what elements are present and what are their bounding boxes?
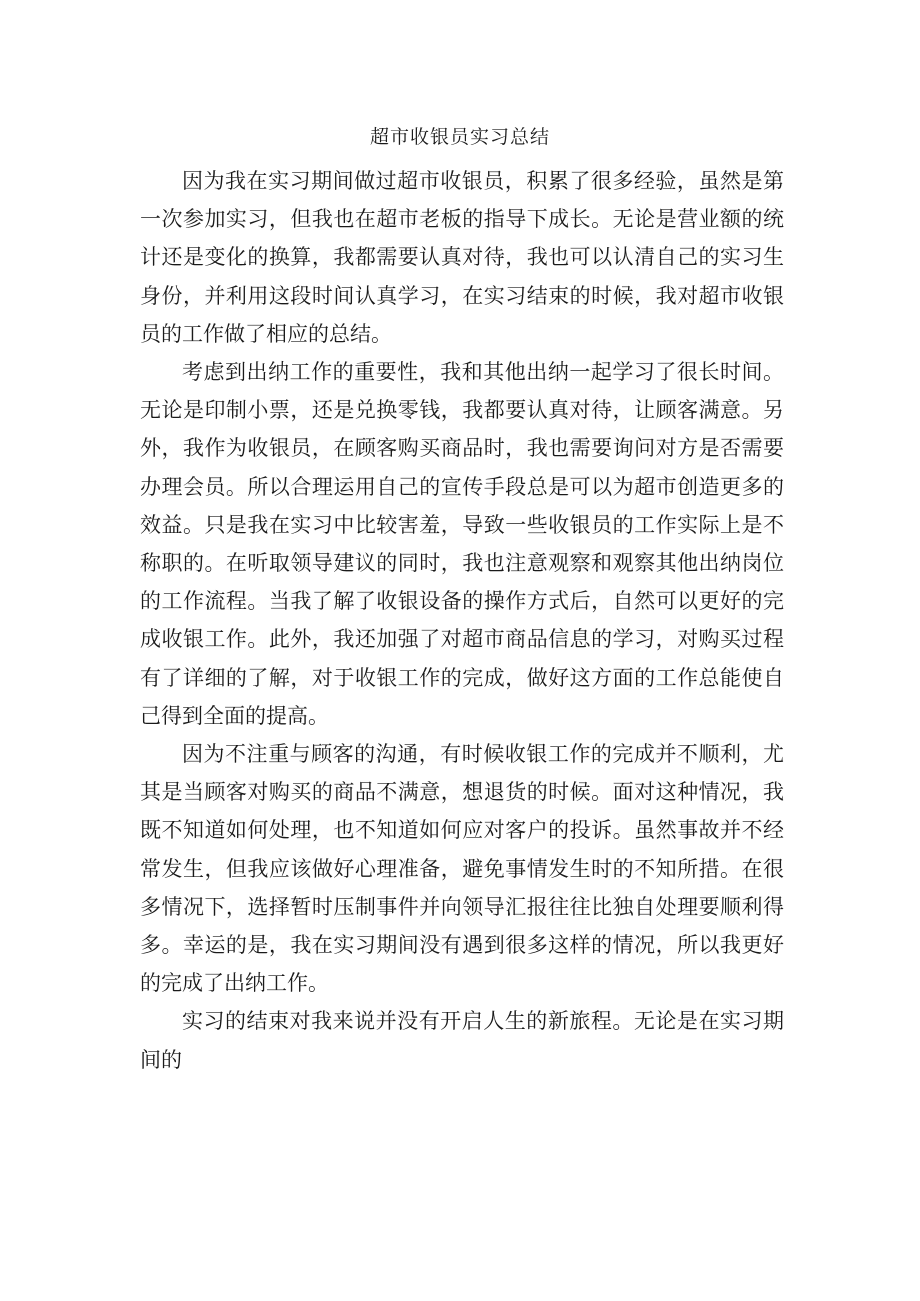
paragraph: 因为我在实习期间做过超市收银员，积累了很多经验，虽然是第一次参加实习，但我也在超市老板的指导下成长。无论是营业额的统计还是变化的换算，我都需要认真对待，我也可以认清自己的实习生身份，并利用这段时间认真学习，在实习结束的时候，我对超市收银员的工作做了相应的总结。 [140, 169, 784, 346]
paragraph: 考虑到出纳工作的重要性，我和其他出纳一起学习了很长时间。无论是印制小票，还是兑换零钱，我都要认真对待，让顾客满意。另外，我作为收银员，在顾客购买商品时，我也需要询问对方是否需要办理会员。所以合理运用自己的宣传手段总是可以为超市创造更多的效益。只是我在实习中比较害羞，导致一些收银员的工作实际上是不称职的。在听取领导建议的同时，我也注意观察和观察其他出纳岗位的工作流程。当我了解了收银设备的操作方式后，自然可以更好的完成收银工作。此外，我还加强了对超市商品信息的学习，对购买过程有了详细的了解，对于收银工作的完成，做好这方面的工作总能使自己得到全面的提高。 [140, 360, 784, 728]
paragraph: 实习的结束对我来说并没有开启人生的新旅程。无论是在实习期间的 [140, 1009, 784, 1072]
document-body [140, 162, 784, 1079]
paragraph: 因为不注重与顾客的沟通，有时候收银工作的完成并不顺利，尤其是当顾客对购买的商品不满意，想退货的时候。面对这种情况，我既不知道如何处理，也不知道如何应对客户的投诉。虽然事故并不经常发生，但我应该做好心理准备，避免事情发生时的不知所措。在很多情况下，选择暂时压制事件并向领导汇报往往比独自处理要顺利得多。幸运的是，我在实习期间没有遇到很多这样的情况，所以我更好的完成了出纳工作。 [140, 742, 784, 996]
document-title: 超市收银员实习总结 [369, 126, 550, 148]
